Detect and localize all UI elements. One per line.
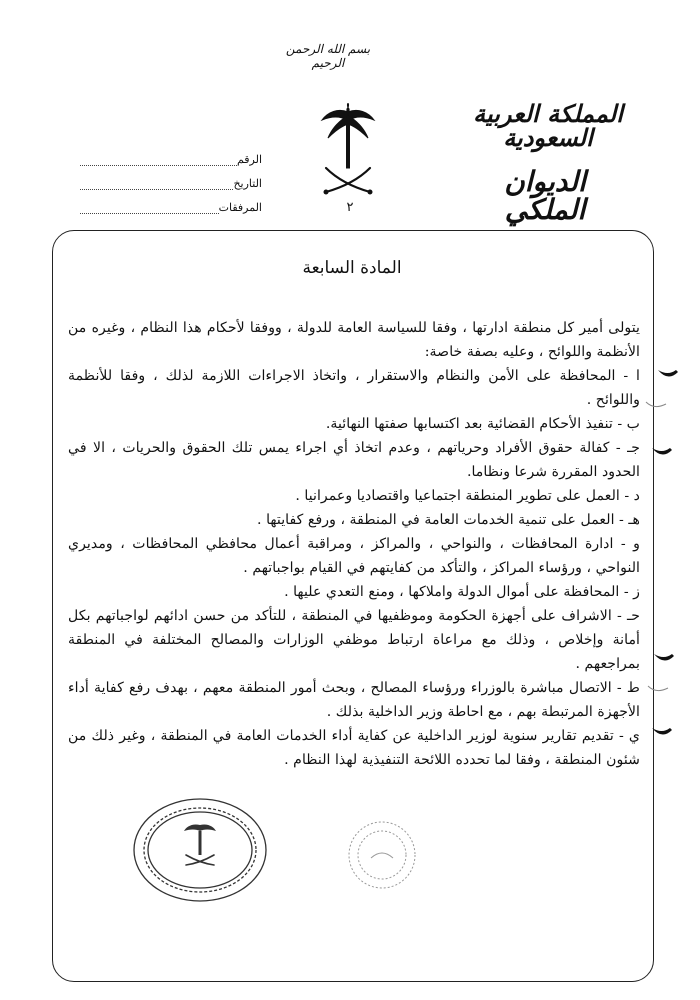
attachments-field (72, 196, 262, 214)
article-clause: ط - الاتصال مباشرة بالوزراء ورؤساء المصالح ، وبحث أمور المنطقة معهم ، بهدف رفع كفاية أداء الأجهزة المرتبطة بهم ، مع احاطة وزير الداخلية بذلك . (68, 680, 640, 720)
date-field (72, 172, 262, 190)
reference-number-line (80, 153, 237, 166)
kingdom-name: المملكة العربية السعودية (473, 99, 623, 152)
article-intro: يتولى أمير كل منطقة ادارتها ، وفقا للسياسة العامة للدولة ، ووفقا لأحكام هذا النظام ، وغيره من الأنظمة واللوائح ، وعليه بصفة خاصة: (68, 320, 640, 360)
royal-court-name: الديوان الملكي (504, 165, 586, 226)
article-clause: ب - تنفيذ الأحكام القضائية بعد اكتسابها صفتها النهائية. (325, 416, 640, 432)
saudi-emblem-icon (318, 100, 378, 210)
article-clause: ا - المحافظة على الأمن والنظام والاستقرار ، واتخاذ الاجراءات اللازمة لذلك ، وفقا للأنظمة واللوائح . (68, 368, 640, 408)
article-clause: و - ادارة المحافظات ، والنواحي ، والمراكز ، ومراقبة أعمال محافظي المحافظات ، ومديري النواحي ، ورؤساء المراكز ، والتأكد من كفايتهم في القيام بواجباتهم . (68, 536, 640, 576)
article-clause: ز - المحافظة على أموال الدولة واملاكها ، ومنع التعدي عليها . (284, 584, 640, 600)
page-number: ٢ (346, 200, 354, 215)
reference-number-label: الرقم (236, 153, 262, 166)
article-clause: حـ - الاشراف على أجهزة الحكومة وموظفيها في المنطقة ، للتأكد من حسن ادائهم لواجباتهم بكل أمانة وإخلاص ، وذلك مع مراعاة ارتباط موظفي الوزارات والمصالح المختلفة في المنطقة بمراجعهم . (68, 608, 640, 672)
reference-number-field (72, 148, 262, 166)
article-clause: جـ - كفالة حقوق الأفراد وحرياتهم ، وعدم اتخاذ أي اجراء يمس تلك الحقوق والحريات ، الا في الحدود المقررة شرعا ونظاما. (68, 440, 640, 480)
pencil-mark-icon (646, 682, 670, 696)
article-clause: هـ - العمل على تنمية الخدمات العامة في المنطقة ، ورفع كفايتها . (257, 512, 640, 528)
attachments-label: المرفقات (218, 201, 262, 214)
binder-clip-icon (650, 446, 674, 460)
article-clause: ي - تقديم تقارير سنوية لوزير الداخلية عن كفاية أداء الخدمات العامة في المنطقة ، وغير ذلك من شئون المنطقة ، وفقا لما تحدده اللائحة التنفيذية لهذا النظام . (68, 728, 640, 768)
binder-clip-icon (656, 368, 680, 382)
royal-court-seal-icon (130, 795, 270, 905)
article-body (68, 316, 640, 772)
basmala: بسم الله الرحمن الرحيم (285, 42, 371, 70)
article-title: المادة السابعة (302, 258, 402, 278)
article-clause: د - العمل على تطوير المنطقة اجتماعيا واقتصاديا وعمرانيا . (295, 488, 640, 504)
date-label: التاريخ (233, 177, 262, 190)
attachments-line (80, 201, 219, 214)
binder-clip-icon (652, 652, 676, 666)
pencil-mark-icon (644, 398, 668, 412)
date-line (80, 177, 233, 190)
faint-stamp-icon (345, 818, 420, 893)
binder-clip-icon (650, 726, 674, 740)
